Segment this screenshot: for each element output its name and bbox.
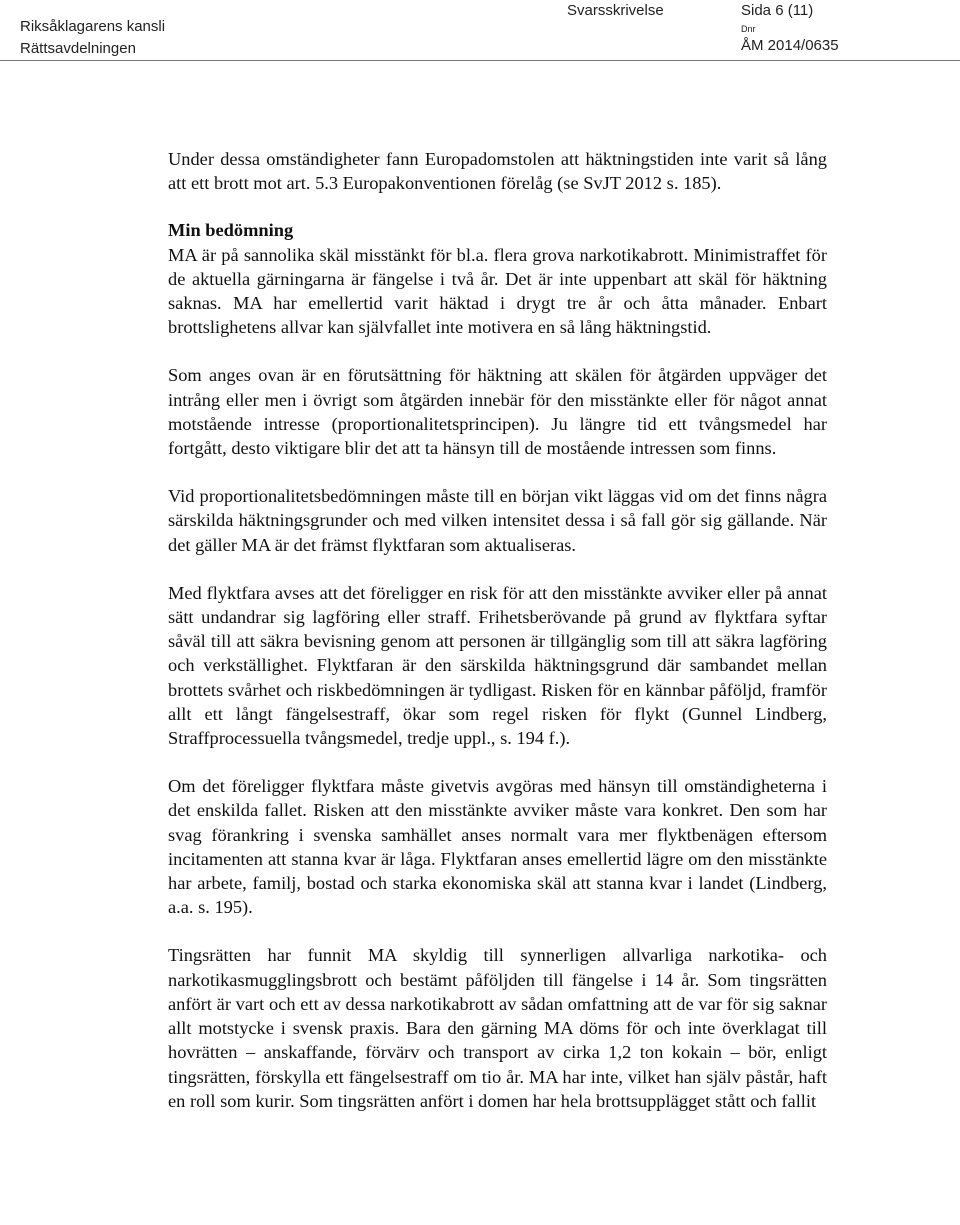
paragraph-4: Vid proportionalitetsbedömningen måste till en början vikt läggas vid om det finns några särskilda häktningsgrunder och med vilken intensitet dessa i så fall gör sig gällande. När det gäller MA är det främst flyktfaran som aktualiseras. bbox=[168, 486, 827, 555]
paragraph-5: Med flyktfara avses att det föreligger en risk för att den misstänkte avviker eller på annat sätt undandrar sig lagföring eller straff. Frihetsberövande på grund av flyktfara syftar såväl till att säkra bevisning genom att personen är tillgänglig som till att säkra lagföring och verkställighet. Flyktfaran är den särskilda häktningsgrund där sambandet mellan brottets svårhet och riskbedömningen är tydligast. Risken för en kännbar påföljd, framför allt ett långt fängelsestraff, ökar som regel risken för flykt (Gunnel Lindberg, Straffprocessuella tvångsmedel, tredje uppl., s. 194 f.). bbox=[168, 582, 827, 749]
page-header bbox=[0, 0, 960, 62]
paragraph-7: Tingsrätten har funnit MA skyldig till synnerligen allvarliga narkotika- och narkotikasmugglingsbrott och bestämt påföljden till fängelse i 14 år. Som tingsrätten anfört är vart och ett av dessa narkotikabrott av sådan omfattning att de var för sig saknar allt motstycke i svensk praxis. Bara den gärning MA döms för och inte överklagat till hovrätten – anskaffande, förvärv och transport av cirka 1,2 ton kokain – bör, enligt tingsrätten, förskylla ett fängelsestraff om tio år. MA har inte, vilket han själv påstår, haft en roll som kurir. Som tingsrätten anfört i domen har hela brottsupplägget stått och fallit bbox=[168, 945, 827, 1111]
paragraph-3: Som anges ovan är en förutsättning för häktning att skälen för åtgärden uppväger det intrång eller men i övrigt som åtgärden innebär för den misstänkte eller för något annat motstående intresse (proportionalitetsprincipen). Ju längre tid ett tvångsmedel har fortgått, desto viktigare blir det att ta hänsyn till de mostående intressen som finns. bbox=[168, 365, 827, 459]
section-heading: Min bedömning bbox=[168, 220, 294, 241]
page-number: Sida 6 (11) bbox=[741, 2, 814, 19]
paragraph-1: Under dessa omständigheter fann Europadomstolen att häktningstiden inte varit så lång att ett brott mot art. 5.3 Europakonventionen förelåg (se SvJT 2012 s. 185). bbox=[168, 149, 827, 194]
document-type: Svarsskrivelse bbox=[567, 2, 664, 19]
sender-block bbox=[20, 16, 165, 60]
dnr-label: Dnr bbox=[741, 24, 756, 34]
document-body bbox=[168, 147, 827, 1137]
case-number: ÅM 2014/0635 bbox=[741, 37, 839, 54]
department-name: Rättsavdelningen bbox=[20, 40, 136, 57]
paragraph-6: Om det föreligger flyktfara måste givetvis avgöras med hänsyn till omständigheterna i det enskilda fallet. Risken att den misstänkte avviker måste vara konkret. Den som har svag förankring i svenska samhället anses normalt vara mer flyktbenägen eftersom incitamenten att stanna kvar är låga. Flyktfaran anses emellertid lägre om den misstänkte har arbete, familj, bostad och starka ekonomiska skäl att stanna kvar i landet (Lindberg, a.a. s. 195). bbox=[168, 776, 827, 918]
header-divider bbox=[0, 60, 960, 61]
organization-name: Riksåklagarens kansli bbox=[20, 18, 166, 35]
paragraph-2: MA är på sannolika skäl misstänkt för bl.a. flera grova narkotikabrott. Minimistraffet för de aktuella gärningarna är fängelse i två år. Det är inte uppenbart att skäl för häktning saknas. MA har emellertid varit häktad i drygt tre år och åtta månader. Enbart brottslighetens allvar kan självfallet inte motivera en så lång häktningstid. bbox=[168, 244, 827, 338]
